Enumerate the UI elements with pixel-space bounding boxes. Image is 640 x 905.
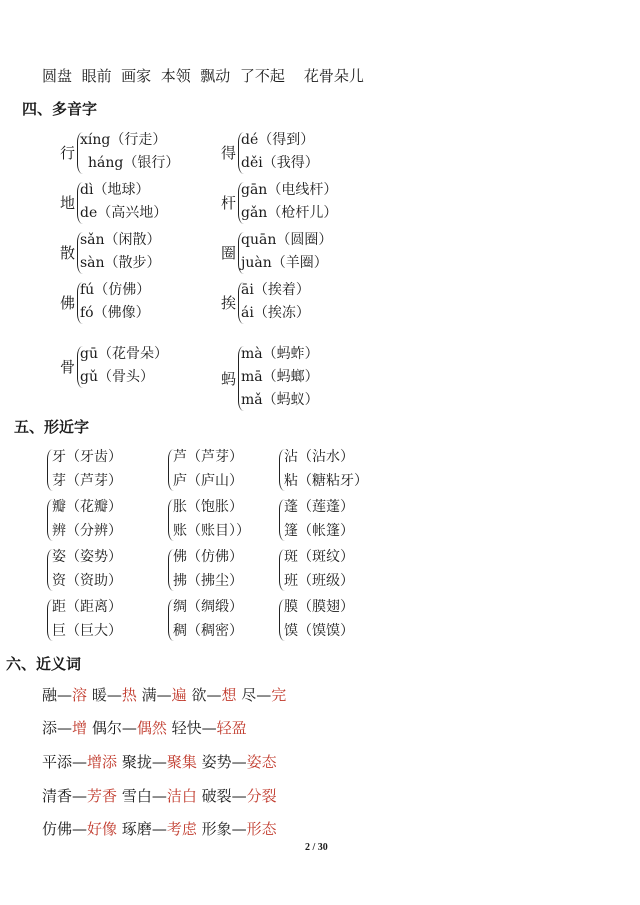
polyphone-char: 行	[60, 144, 76, 162]
polyphone-reading: xíng（行走）	[80, 132, 167, 148]
polyphone-reading: fó（佛像）	[80, 305, 150, 321]
synonym-word: 雪白	[121, 787, 152, 805]
dash-separator: —	[121, 719, 137, 737]
similar-char-entry: 绸（绸缎）	[173, 599, 243, 615]
page-number: 2 / 30	[305, 842, 328, 853]
polyphone-reading: gǎn（枪杆儿）	[241, 205, 338, 221]
synonym-word: 暖	[91, 686, 107, 704]
polyphone-char: 地	[60, 194, 76, 212]
synonym-word: 破裂	[201, 787, 232, 805]
polyphone-char: 骨	[60, 358, 76, 376]
synonym-word: 欲	[191, 686, 207, 704]
synonym-row	[42, 752, 277, 772]
similar-char-entry: 佛（仿佛）	[173, 549, 243, 565]
synonym-pair	[142, 686, 187, 704]
polyphone-reading: quān（圆圈）	[241, 232, 333, 248]
synonym-pair	[191, 686, 236, 704]
polyphone-char: 得	[221, 144, 237, 162]
similar-char-entry: 辨（分辨）	[52, 523, 122, 539]
similar-char-entry: 粘（糖粘牙）	[284, 473, 368, 489]
synonym-word: 满	[141, 686, 157, 704]
polyphone-reading: mǎ（蚂蚁）	[241, 392, 319, 408]
word: 眼前	[81, 67, 112, 85]
synonym-answer: 聚集	[166, 753, 197, 771]
similar-char-entry: 瓣（花瓣）	[52, 499, 122, 515]
synonym-answer: 分裂	[246, 787, 277, 805]
synonym-word: 清香	[42, 787, 73, 805]
word: 了不起	[239, 67, 285, 85]
synonym-word: 添	[42, 719, 58, 737]
polyphone-char: 佛	[60, 294, 76, 312]
word: 圆盘	[42, 67, 73, 85]
dash-separator: —	[72, 820, 88, 838]
polyphone-reading: gān（电线杆）	[241, 182, 338, 198]
polyphone-char: 挨	[221, 294, 237, 312]
synonym-answer: 溶	[72, 686, 88, 704]
similar-char-entry: 胀（饱胀）	[173, 499, 243, 515]
polyphone-reading: fú（仿佛）	[80, 282, 151, 298]
top-word-line	[42, 66, 364, 86]
word: 画家	[121, 67, 152, 85]
similar-char-entry: 芽（芦芽）	[52, 473, 122, 489]
similar-char-entry: 篷（帐篷）	[284, 523, 354, 539]
dash-separator: —	[57, 686, 73, 704]
dash-separator: —	[57, 719, 73, 737]
dash-separator: —	[206, 686, 222, 704]
synonym-answer: 想	[221, 686, 237, 704]
polyphone-reading: dì（地球）	[80, 182, 150, 198]
synonym-answer: 遍	[171, 686, 187, 704]
synonym-answer: 芳香	[87, 787, 118, 805]
synonym-row	[42, 718, 247, 738]
synonym-row	[42, 819, 277, 839]
similar-char-entry: 芦（芦芽）	[173, 449, 243, 465]
similar-char-entry: 距（距离）	[52, 599, 122, 615]
polyphone-reading: ái（挨冻）	[241, 305, 310, 321]
synonym-answer: 洁白	[166, 787, 197, 805]
synonym-pair	[92, 686, 137, 704]
similar-char-entry: 姿（姿势）	[52, 549, 122, 565]
synonym-pair	[92, 719, 167, 737]
similar-char-entry: 馍（馍馍）	[284, 623, 354, 639]
similar-char-entry: 膜（膜翅）	[284, 599, 354, 615]
synonym-pair	[241, 686, 286, 704]
similar-char-entry: 资（资助）	[52, 573, 122, 589]
synonym-word: 聚拢	[121, 753, 152, 771]
synonym-pair	[42, 820, 117, 838]
synonym-pair	[202, 820, 277, 838]
synonym-pair	[122, 787, 197, 805]
synonym-pair	[42, 686, 87, 704]
synonym-word: 尽	[241, 686, 257, 704]
synonym-answer: 增	[72, 719, 88, 737]
synonym-word: 轻快	[171, 719, 202, 737]
dash-separator: —	[231, 820, 247, 838]
section-heading-similar-chars: 五、形近字	[14, 418, 90, 436]
similar-char-entry: 牙（牙齿）	[52, 449, 122, 465]
section-heading-polyphones: 四、多音字	[22, 100, 98, 118]
similar-char-entry: 拂（拂尘）	[173, 573, 243, 589]
similar-char-entry: 庐（庐山）	[173, 473, 243, 489]
synonym-pair	[122, 820, 197, 838]
dash-separator: —	[72, 787, 88, 805]
synonym-pair	[202, 787, 277, 805]
synonym-answer: 偶然	[136, 719, 167, 737]
polyphone-reading: sǎn（闲散）	[80, 232, 161, 248]
dash-separator: —	[256, 686, 272, 704]
similar-char-entry: 巨（巨大）	[52, 623, 122, 639]
similar-char-entry: 账（账目））	[173, 523, 250, 539]
synonym-pair	[202, 753, 277, 771]
synonym-answer: 完	[271, 686, 287, 704]
polyphone-reading: háng（银行）	[88, 155, 180, 171]
synonym-answer: 形态	[246, 820, 277, 838]
dash-separator: —	[151, 820, 167, 838]
word: 本领	[160, 67, 191, 85]
polyphone-char: 散	[60, 244, 76, 262]
synonym-word: 仿佛	[42, 820, 73, 838]
dash-separator: —	[156, 686, 172, 704]
synonym-word: 姿势	[201, 753, 232, 771]
word: 飘动	[200, 67, 231, 85]
synonym-answer: 考虑	[166, 820, 197, 838]
synonym-pair	[42, 787, 117, 805]
synonym-answer: 增添	[87, 753, 118, 771]
synonym-word: 形象	[201, 820, 232, 838]
synonym-answer: 轻盈	[216, 719, 247, 737]
polyphone-reading: děi（我得）	[241, 155, 319, 171]
polyphone-reading: mā（蚂螂）	[241, 369, 319, 385]
dash-separator: —	[72, 753, 88, 771]
synonym-answer: 热	[121, 686, 137, 704]
polyphone-reading: mà（蚂蚱）	[241, 346, 319, 362]
synonym-pair	[122, 753, 197, 771]
synonym-answer: 姿态	[246, 753, 277, 771]
synonym-answer: 好像	[87, 820, 118, 838]
section-heading-synonyms: 六、近义词	[6, 655, 82, 673]
dash-separator: —	[231, 753, 247, 771]
polyphone-reading: dé（得到）	[241, 132, 315, 148]
synonym-word: 融	[42, 686, 58, 704]
dash-separator: —	[201, 719, 217, 737]
polyphone-reading: sàn（散步）	[80, 255, 161, 271]
polyphone-reading: āi（挨着）	[241, 282, 310, 298]
dash-separator: —	[151, 753, 167, 771]
synonym-pair	[42, 753, 117, 771]
dash-separator: —	[151, 787, 167, 805]
synonym-word: 平添	[42, 753, 73, 771]
similar-char-entry: 稠（稠密）	[173, 623, 243, 639]
dash-separator: —	[231, 787, 247, 805]
polyphone-reading: juàn（羊圈）	[241, 255, 328, 271]
synonym-pair	[172, 719, 247, 737]
synonym-word: 琢磨	[121, 820, 152, 838]
synonym-word: 偶尔	[91, 719, 122, 737]
polyphone-char: 杆	[221, 194, 237, 212]
similar-char-entry: 蓬（莲蓬）	[284, 499, 354, 515]
similar-char-entry: 斑（斑纹）	[284, 549, 354, 565]
similar-char-entry: 沾（沾水）	[284, 449, 354, 465]
polyphone-reading: de（高兴地）	[80, 205, 168, 221]
polyphone-reading: gū（花骨朵）	[80, 346, 168, 362]
polyphone-char: 圈	[221, 244, 237, 262]
dash-separator: —	[106, 686, 122, 704]
synonym-pair	[42, 719, 87, 737]
polyphone-char: 蚂	[221, 369, 237, 388]
polyphone-reading: gǔ（骨头）	[80, 369, 154, 385]
word: 花骨朵儿	[303, 67, 364, 85]
similar-char-entry: 班（班级）	[284, 573, 354, 589]
synonym-row	[42, 786, 277, 806]
synonym-row	[42, 685, 286, 705]
